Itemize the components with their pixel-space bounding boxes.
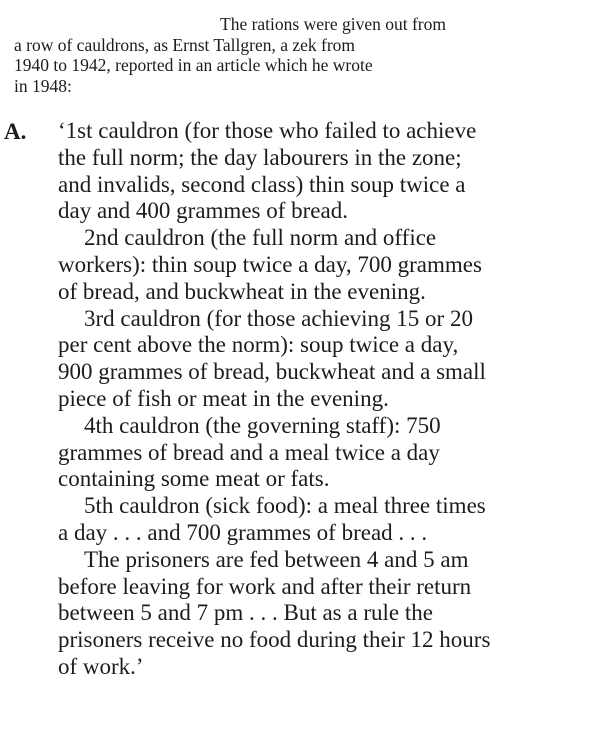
quote-block (58, 118, 611, 681)
quote-line: workers): thin soup twice a day, 700 grammes (58, 251, 482, 277)
quote-line: ‘1st cauldron (for those who failed to achieve (58, 118, 477, 143)
quote-line: a day . . . and 700 grammes of bread . . . (58, 519, 428, 545)
intro-line: a row of cauldrons, as Ernst Tallgren, a zek from (14, 34, 356, 55)
quote-line: The prisoners are fed between 4 and 5 am (84, 546, 469, 572)
quote-line: of bread, and buckwheat in the evening. (58, 278, 426, 304)
quote-line: containing some meat or fats. (58, 466, 330, 492)
quote-line: and invalids, second class) thin soup twice a (58, 171, 466, 197)
quote-line: grammes of bread and a meal twice a day (58, 439, 440, 465)
quote-line: between 5 and 7 pm . . . But as a rule the (58, 600, 433, 626)
quote-line: 4th cauldron (the governing staff): 750 (84, 412, 441, 438)
quote-line: prisoners receive no food during their 12 hours (58, 627, 491, 653)
quote-line: the full norm; the day labourers in the zone; (58, 144, 462, 170)
intro-line: in 1948: (14, 75, 72, 96)
quote-line: per cent above the norm): soup twice a day, (58, 332, 459, 358)
quote-line: 3rd cauldron (for those achieving 15 or 20 (84, 305, 473, 331)
quote-line: of work.’ (58, 653, 144, 679)
quote-line: piece of fish or meat in the evening. (58, 385, 389, 411)
quote-line: 900 grammes of bread, buckwheat and a small (58, 359, 486, 385)
intro-line: The rations were given out from (220, 14, 446, 34)
intro-line: 1940 to 1942, reported in an article which he wrote (14, 55, 373, 75)
quote-label: A. (4, 119, 27, 144)
quote-line: 5th cauldron (sick food): a meal three times (84, 493, 486, 519)
quote-line: day and 400 grammes of bread. (58, 198, 348, 224)
intro-paragraph (14, 14, 604, 96)
quote-line: before leaving for work and after their return (58, 573, 472, 599)
quote-line: 2nd cauldron (the full norm and office (84, 225, 437, 251)
